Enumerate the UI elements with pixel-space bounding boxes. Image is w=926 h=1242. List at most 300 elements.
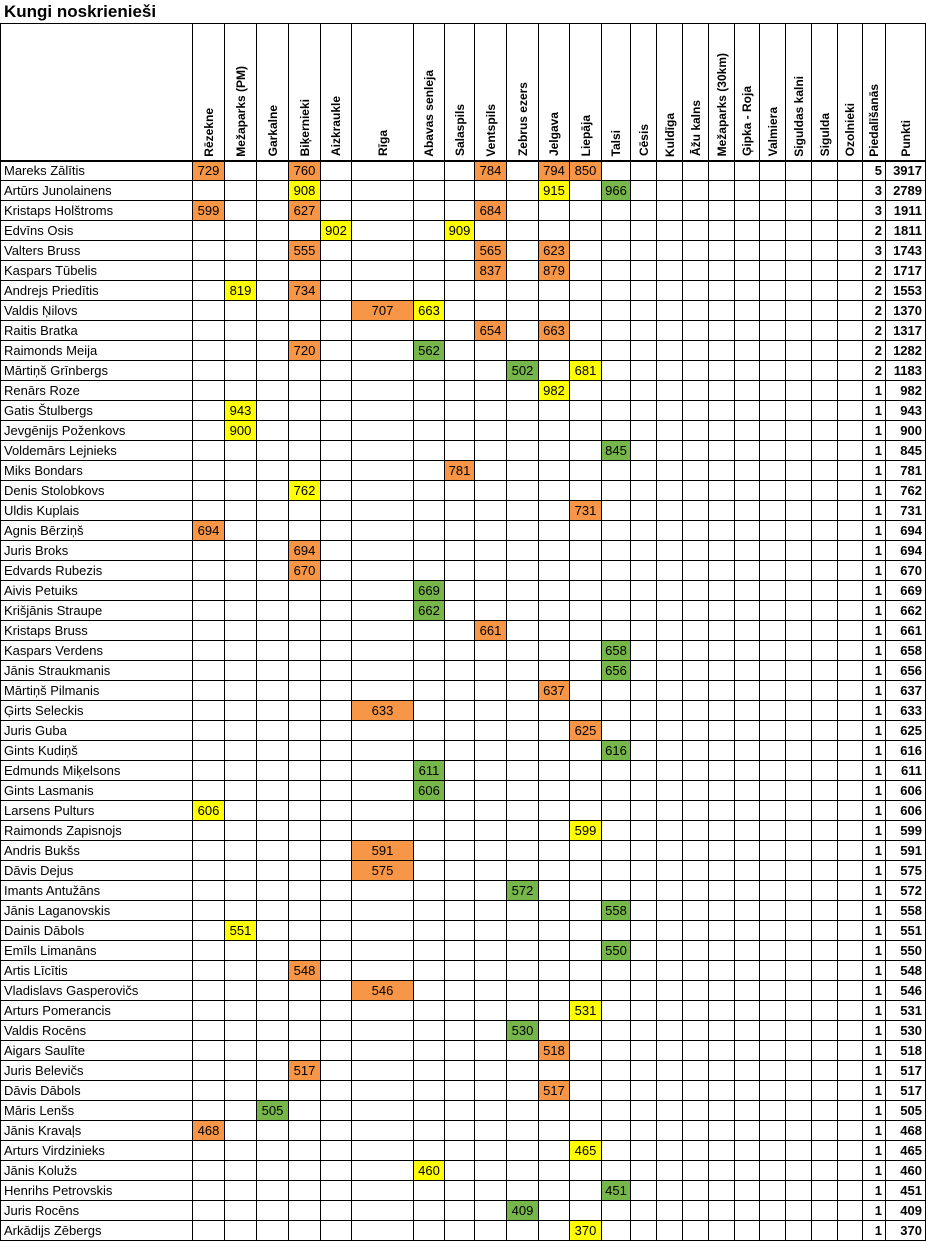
empty-cell — [321, 1001, 352, 1021]
empty-cell — [657, 281, 683, 301]
score-cell: 762 — [289, 481, 321, 501]
score-cell: 627 — [289, 201, 321, 221]
total-points: 616 — [886, 741, 926, 761]
total-points: 531 — [886, 1001, 926, 1021]
empty-cell — [225, 321, 257, 341]
total-points: 637 — [886, 681, 926, 701]
empty-cell — [812, 161, 838, 181]
empty-cell — [475, 341, 507, 361]
empty-cell — [475, 601, 507, 621]
empty-cell — [445, 681, 475, 701]
total-points: 900 — [886, 421, 926, 441]
empty-cell — [321, 281, 352, 301]
column-header-label: Garkalne — [265, 105, 280, 157]
empty-cell — [321, 701, 352, 721]
participation-count: 1 — [863, 581, 886, 601]
empty-cell — [445, 841, 475, 861]
score-cell: 550 — [602, 941, 631, 961]
empty-cell — [812, 921, 838, 941]
empty-cell — [786, 341, 812, 361]
empty-cell — [838, 941, 863, 961]
total-points: 731 — [886, 501, 926, 521]
empty-cell — [838, 741, 863, 761]
empty-cell — [445, 1101, 475, 1121]
total-points: 982 — [886, 381, 926, 401]
empty-cell — [602, 301, 631, 321]
empty-cell — [289, 681, 321, 701]
empty-cell — [838, 321, 863, 341]
empty-cell — [193, 1101, 225, 1121]
empty-cell — [570, 921, 602, 941]
empty-cell — [631, 241, 657, 261]
empty-cell — [786, 681, 812, 701]
empty-cell — [414, 921, 445, 941]
empty-cell — [735, 541, 760, 561]
empty-cell — [683, 421, 709, 441]
empty-cell — [539, 721, 570, 741]
empty-cell — [289, 1001, 321, 1021]
table-row — [1, 221, 926, 241]
column-header-label: Aizkraukle — [329, 96, 343, 157]
participation-count: 1 — [863, 1121, 886, 1141]
empty-cell — [602, 801, 631, 821]
empty-cell — [683, 1021, 709, 1041]
empty-cell — [760, 201, 786, 221]
empty-cell — [225, 1021, 257, 1041]
participation-count: 1 — [863, 841, 886, 861]
empty-cell — [786, 1001, 812, 1021]
empty-cell — [683, 1141, 709, 1161]
empty-cell — [760, 841, 786, 861]
empty-cell — [786, 361, 812, 381]
empty-cell — [193, 401, 225, 421]
score-cell: 902 — [321, 221, 352, 241]
empty-cell — [257, 921, 289, 941]
column-header-label: Salaspils — [452, 104, 467, 157]
empty-cell — [475, 1181, 507, 1201]
empty-cell — [414, 321, 445, 341]
runner-name: Valdis Rocēns — [1, 1021, 193, 1041]
empty-cell — [812, 641, 838, 661]
empty-cell — [289, 741, 321, 761]
empty-cell — [709, 621, 735, 641]
empty-cell — [657, 321, 683, 341]
empty-cell — [735, 461, 760, 481]
empty-cell — [812, 861, 838, 881]
empty-cell — [539, 1181, 570, 1201]
empty-cell — [257, 281, 289, 301]
empty-cell — [475, 761, 507, 781]
empty-cell — [539, 301, 570, 321]
empty-cell — [352, 901, 414, 921]
empty-cell — [683, 901, 709, 921]
empty-cell — [812, 281, 838, 301]
empty-cell — [507, 601, 539, 621]
empty-cell — [838, 1081, 863, 1101]
empty-cell — [225, 661, 257, 681]
table-row — [1, 1161, 926, 1181]
empty-cell — [570, 461, 602, 481]
empty-cell — [289, 901, 321, 921]
empty-cell — [735, 241, 760, 261]
empty-cell — [838, 701, 863, 721]
empty-cell — [709, 1201, 735, 1221]
runner-name: Juris Broks — [1, 541, 193, 561]
empty-cell — [812, 1221, 838, 1241]
empty-cell — [683, 181, 709, 201]
empty-cell — [683, 1081, 709, 1101]
empty-cell — [683, 861, 709, 881]
runner-name: Vladislavs Gasperovičs — [1, 981, 193, 1001]
empty-cell — [475, 541, 507, 561]
empty-cell — [475, 221, 507, 241]
empty-cell — [321, 1201, 352, 1221]
empty-cell — [760, 641, 786, 661]
total-points: 1282 — [886, 341, 926, 361]
empty-cell — [602, 421, 631, 441]
empty-cell — [445, 561, 475, 581]
empty-cell — [414, 1101, 445, 1121]
empty-cell — [786, 921, 812, 941]
runner-name: Jānis Kolužs — [1, 1161, 193, 1181]
empty-cell — [414, 641, 445, 661]
participation-count: 1 — [863, 1221, 886, 1241]
empty-cell — [507, 281, 539, 301]
empty-cell — [289, 381, 321, 401]
score-cell: 663 — [414, 301, 445, 321]
score-cell: 684 — [475, 201, 507, 221]
empty-cell — [225, 501, 257, 521]
empty-cell — [289, 1081, 321, 1101]
participation-count: 1 — [863, 401, 886, 421]
empty-cell — [602, 601, 631, 621]
empty-cell — [812, 181, 838, 201]
empty-cell — [631, 461, 657, 481]
empty-cell — [289, 321, 321, 341]
empty-cell — [602, 1081, 631, 1101]
empty-cell — [507, 441, 539, 461]
column-header-label: Punkti — [898, 119, 913, 157]
total-points: 781 — [886, 461, 926, 481]
empty-cell — [602, 1161, 631, 1181]
empty-cell — [352, 801, 414, 821]
empty-cell — [570, 941, 602, 961]
empty-cell — [352, 661, 414, 681]
empty-cell — [352, 921, 414, 941]
empty-cell — [225, 761, 257, 781]
empty-cell — [683, 341, 709, 361]
table-row — [1, 661, 926, 681]
empty-cell — [257, 1081, 289, 1101]
participation-count: 1 — [863, 1141, 886, 1161]
empty-cell — [657, 161, 683, 181]
empty-cell — [475, 1221, 507, 1241]
empty-cell — [193, 1081, 225, 1101]
column-header-label: Piedalīšanās — [867, 83, 881, 157]
total-points: 1317 — [886, 321, 926, 341]
empty-cell — [257, 401, 289, 421]
table-row — [1, 501, 926, 521]
empty-cell — [414, 221, 445, 241]
empty-cell — [570, 221, 602, 241]
empty-cell — [352, 1021, 414, 1041]
runner-name: Mārtiņš Grīnbergs — [1, 361, 193, 381]
empty-cell — [193, 561, 225, 581]
empty-cell — [225, 301, 257, 321]
score-cell: 517 — [539, 1081, 570, 1101]
participation-count: 2 — [863, 281, 886, 301]
empty-cell — [735, 881, 760, 901]
empty-cell — [352, 481, 414, 501]
runner-name: Jānis Kravaļs — [1, 1121, 193, 1141]
empty-cell — [475, 1041, 507, 1061]
empty-cell — [193, 361, 225, 381]
empty-cell — [193, 341, 225, 361]
empty-cell — [657, 1181, 683, 1201]
empty-cell — [352, 881, 414, 901]
empty-cell — [683, 281, 709, 301]
empty-cell — [631, 381, 657, 401]
empty-cell — [683, 1221, 709, 1241]
empty-cell — [289, 921, 321, 941]
empty-cell — [657, 301, 683, 321]
empty-cell — [414, 501, 445, 521]
empty-cell — [786, 581, 812, 601]
empty-cell — [321, 1061, 352, 1081]
empty-cell — [445, 1001, 475, 1021]
empty-cell — [539, 801, 570, 821]
empty-cell — [352, 1101, 414, 1121]
empty-cell — [507, 621, 539, 641]
table-row — [1, 881, 926, 901]
empty-cell — [539, 1101, 570, 1121]
empty-cell — [760, 701, 786, 721]
empty-cell — [257, 341, 289, 361]
score-cell: 517 — [289, 1061, 321, 1081]
empty-cell — [657, 701, 683, 721]
participation-count: 1 — [863, 881, 886, 901]
empty-cell — [570, 741, 602, 761]
runner-name: Aivis Petuiks — [1, 581, 193, 601]
empty-cell — [414, 661, 445, 681]
total-points: 3917 — [886, 161, 926, 181]
column-header-label: Āžu kalns — [688, 100, 703, 157]
score-cell: 599 — [193, 201, 225, 221]
empty-cell — [414, 441, 445, 461]
score-cell: 781 — [445, 461, 475, 481]
empty-cell — [735, 1001, 760, 1021]
empty-cell — [445, 981, 475, 1001]
empty-cell — [414, 961, 445, 981]
empty-cell — [602, 861, 631, 881]
empty-cell — [352, 1201, 414, 1221]
empty-cell — [445, 341, 475, 361]
table-row — [1, 1141, 926, 1161]
empty-cell — [683, 981, 709, 1001]
empty-cell — [735, 921, 760, 941]
empty-cell — [193, 921, 225, 941]
empty-cell — [631, 1081, 657, 1101]
participation-count: 1 — [863, 1061, 886, 1081]
empty-cell — [289, 841, 321, 861]
empty-cell — [838, 301, 863, 321]
empty-cell — [812, 1181, 838, 1201]
empty-cell — [838, 381, 863, 401]
empty-cell — [760, 861, 786, 881]
empty-cell — [683, 241, 709, 261]
empty-cell — [321, 1101, 352, 1121]
empty-cell — [631, 741, 657, 761]
empty-cell — [760, 401, 786, 421]
empty-cell — [321, 341, 352, 361]
empty-cell — [786, 1221, 812, 1241]
empty-cell — [812, 1001, 838, 1021]
score-cell: 575 — [352, 861, 414, 881]
empty-cell — [760, 1181, 786, 1201]
empty-cell — [289, 981, 321, 1001]
empty-cell — [760, 341, 786, 361]
empty-cell — [683, 1041, 709, 1061]
empty-cell — [760, 661, 786, 681]
empty-cell — [786, 481, 812, 501]
total-points: 551 — [886, 921, 926, 941]
empty-cell — [507, 701, 539, 721]
empty-cell — [414, 881, 445, 901]
empty-cell — [760, 1061, 786, 1081]
empty-cell — [812, 261, 838, 281]
empty-cell — [414, 381, 445, 401]
empty-cell — [838, 841, 863, 861]
empty-cell — [760, 601, 786, 621]
empty-cell — [539, 481, 570, 501]
column-header-sigulda — [812, 24, 838, 161]
empty-cell — [602, 981, 631, 1001]
empty-cell — [709, 241, 735, 261]
empty-cell — [570, 241, 602, 261]
empty-cell — [445, 761, 475, 781]
empty-cell — [321, 181, 352, 201]
column-header-cesis — [631, 24, 657, 161]
empty-cell — [193, 381, 225, 401]
participation-count: 1 — [863, 981, 886, 1001]
empty-cell — [683, 581, 709, 601]
score-cell: 663 — [539, 321, 570, 341]
runner-name: Kaspars Verdens — [1, 641, 193, 661]
empty-cell — [321, 921, 352, 941]
column-header-mezaparks-pm — [225, 24, 257, 161]
column-header-punkti — [886, 24, 926, 161]
empty-cell — [445, 501, 475, 521]
table-row — [1, 681, 926, 701]
empty-cell — [257, 901, 289, 921]
empty-cell — [735, 821, 760, 841]
empty-cell — [570, 481, 602, 501]
empty-cell — [602, 361, 631, 381]
runner-name: Kaspars Tūbelis — [1, 261, 193, 281]
empty-cell — [414, 1001, 445, 1021]
empty-cell — [631, 721, 657, 741]
table-row — [1, 341, 926, 361]
total-points: 656 — [886, 661, 926, 681]
empty-cell — [475, 1161, 507, 1181]
empty-cell — [786, 1181, 812, 1201]
empty-cell — [289, 661, 321, 681]
empty-cell — [321, 801, 352, 821]
column-header-zebrus-ezers — [507, 24, 539, 161]
participation-count: 1 — [863, 961, 886, 981]
empty-cell — [414, 901, 445, 921]
score-cell: 729 — [193, 161, 225, 181]
empty-cell — [289, 441, 321, 461]
empty-cell — [445, 1161, 475, 1181]
empty-cell — [352, 621, 414, 641]
empty-cell — [657, 641, 683, 661]
empty-cell — [683, 841, 709, 861]
runner-name: Raimonds Meija — [1, 341, 193, 361]
empty-cell — [760, 441, 786, 461]
column-header-label: Ģipka - Roja — [740, 86, 754, 157]
empty-cell — [289, 1181, 321, 1201]
empty-cell — [289, 881, 321, 901]
empty-cell — [812, 661, 838, 681]
empty-cell — [812, 821, 838, 841]
empty-cell — [225, 461, 257, 481]
empty-cell — [631, 901, 657, 921]
empty-cell — [735, 1221, 760, 1241]
empty-cell — [570, 841, 602, 861]
empty-cell — [289, 941, 321, 961]
empty-cell — [657, 681, 683, 701]
participation-count: 3 — [863, 201, 886, 221]
table-row — [1, 781, 926, 801]
empty-cell — [289, 301, 321, 321]
empty-cell — [352, 381, 414, 401]
empty-cell — [812, 1041, 838, 1061]
empty-cell — [812, 1121, 838, 1141]
empty-cell — [838, 1181, 863, 1201]
empty-cell — [539, 821, 570, 841]
empty-cell — [352, 601, 414, 621]
empty-cell — [445, 881, 475, 901]
empty-cell — [257, 1121, 289, 1141]
empty-cell — [760, 381, 786, 401]
total-points: 548 — [886, 961, 926, 981]
empty-cell — [709, 681, 735, 701]
total-points: 505 — [886, 1101, 926, 1121]
score-cell: 572 — [507, 881, 539, 901]
column-header-label: Biķernieki — [297, 99, 312, 157]
empty-cell — [414, 721, 445, 741]
empty-cell — [735, 701, 760, 721]
empty-cell — [539, 401, 570, 421]
runner-name: Juris Belevičs — [1, 1061, 193, 1081]
empty-cell — [539, 581, 570, 601]
score-cell: 966 — [602, 181, 631, 201]
empty-cell — [657, 481, 683, 501]
empty-cell — [352, 321, 414, 341]
empty-cell — [735, 501, 760, 521]
empty-cell — [735, 381, 760, 401]
column-header-jelgava — [539, 24, 570, 161]
participation-count: 1 — [863, 661, 886, 681]
empty-cell — [760, 361, 786, 381]
empty-cell — [289, 1201, 321, 1221]
empty-cell — [289, 1121, 321, 1141]
empty-cell — [321, 741, 352, 761]
empty-cell — [445, 1041, 475, 1061]
empty-cell — [257, 1221, 289, 1241]
empty-cell — [657, 661, 683, 681]
